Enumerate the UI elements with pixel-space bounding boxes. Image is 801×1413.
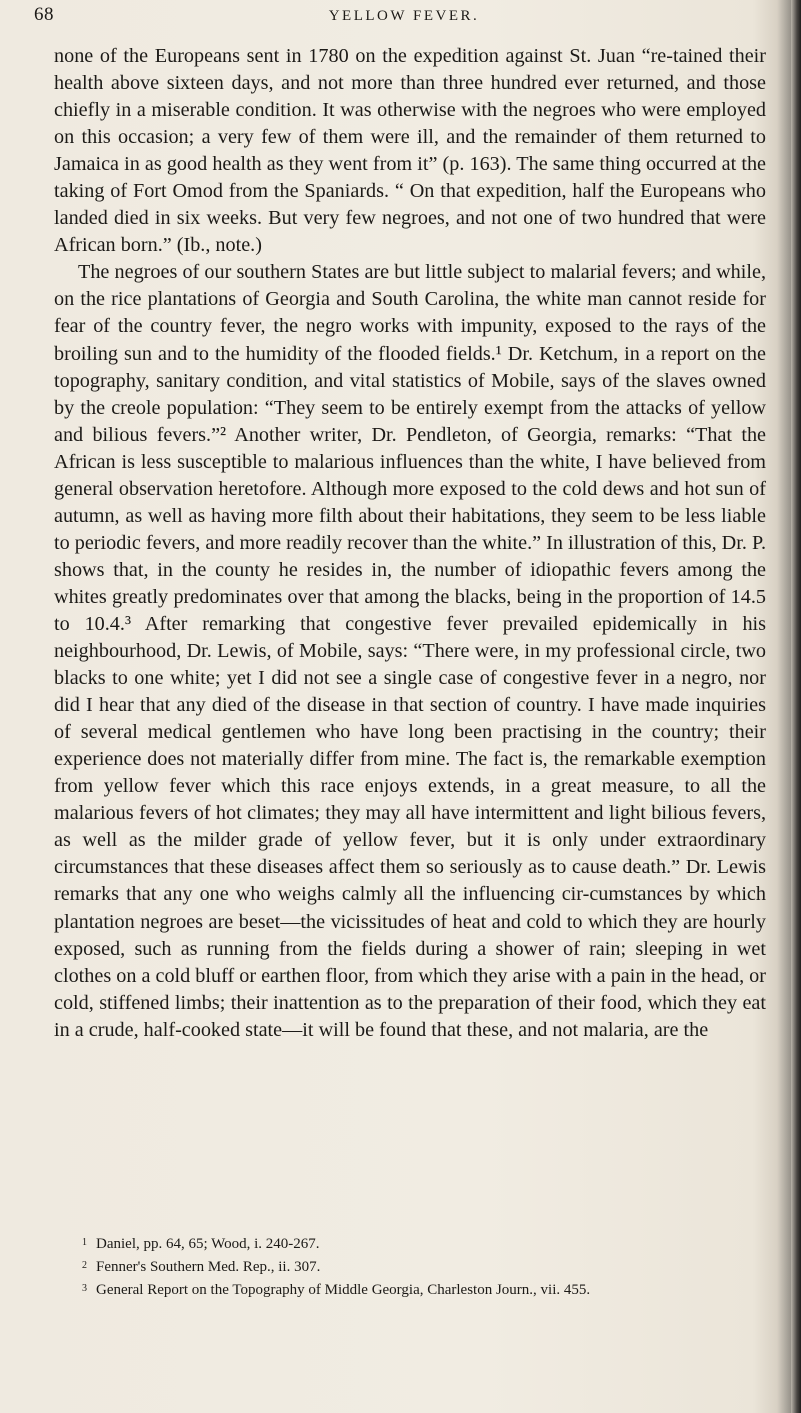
page-number: 68: [34, 4, 54, 25]
footnote-text: Daniel, pp. 64, 65; Wood, i. 240-267.: [96, 1236, 320, 1252]
footnote: [60, 1232, 772, 1255]
footnote-text: General Report on the Topography of Middle Georgia, Charleston Journ., vii. 455.: [96, 1282, 591, 1298]
footnote: [60, 1255, 772, 1278]
footnote: [60, 1278, 772, 1301]
paragraph-2: The negroes of our southern States are but little subject to malarial fevers; and while, on the rice plantations of Georgia and South Carolina, the white man cannot reside for fear of the country fever, the negro works with impunity, exposed to the rays of the broiling sun and to the humidity of the flooded fields.¹ Dr. Ketchum, in a report on the topography, sanitary condition, and vital statistics of Mobile, says of the slaves owned by the creole population: “They seem to be entirely exempt from the attacks of yellow and bilious fevers.”² Another writer, Dr. Pendleton, of Georgia, remarks: “That the African is less susceptible to malarious influences than the white, I have believed from general observation heretofore. Although more exposed to the cold dews and hot sun of autumn, as well as having more filth about their habitations, they seem to be less liable to periodic fevers, and more readily recover than the white.” In illustration of this, Dr. P. shows that, in the county he resides in, the number of idiopathic fevers among the whites greatly predominates over that among the blacks, being in the proportion of 14.5 to 10.4.³ After remarking that congestive fever prevailed epidemically in his neighbourhood, Dr. Lewis, of Mobile, says: “There were, in my professional circle, two blacks to one white; yet I did not see a single case of congestive fever in a negro, nor did I hear that any died of the disease in that section of country. I have made inquiries of several medical gentlemen who have long been practising in the country; their experience does not materially differ from mine. The fact is, the remarkable exemption from yellow fever which this race enjoys extends, in a great measure, to all the malarious fevers of hot climates; they may all have intermittent and light bilious fevers, as well as the milder grade of yellow fever, but it is only under extraordinary circumstances that these diseases affect them so seriously as to cause death.” Dr. Lewis remarks that any one who weighs calmly all the influencing cir-cumstances by which plantation negroes are beset—the vicissitudes of heat and cold to which they are hourly exposed, such as running from the fields during a shower of rain; sleeping in wet clothes on a cold bluff or earthen floor, from which they arise with a pain in the head, or cold, stiffened limbs; their inattention as to the preparation of their food, which they eat in a crude, half-cooked state—it will be found that these, and not malaria, are the: [54, 261, 766, 1041]
footnotes: [60, 1232, 772, 1301]
footnote-mark: 2: [82, 1260, 87, 1271]
page-header: [34, 4, 774, 34]
body-text: [54, 43, 766, 1044]
paragraph-1: none of the Europeans sent in 1780 on the expedition against St. Juan “re-tained their health above sixteen days, and not more than three hundred ever returned, and those chiefly in a miserable condition. It was otherwise with the negroes who were employed on this occasion; a very few of them were ill, and the remainder of them returned to Jamaica in as good health as they went from it” (p. 163). The same thing occurred at the taking of Fort Omod from the Spaniards. “ On that expedition, half the Europeans who landed died in six weeks. But very few negroes, and not one of two hundred that were African born.” (Ib., note.): [54, 45, 766, 257]
footnote-text: Fenner's Southern Med. Rep., ii. 307.: [96, 1259, 321, 1275]
page-edge-shadow: [791, 0, 801, 1413]
footnote-mark: 3: [82, 1283, 87, 1294]
running-head: YELLOW FEVER.: [328, 8, 480, 24]
footnote-mark: 1: [82, 1237, 87, 1248]
